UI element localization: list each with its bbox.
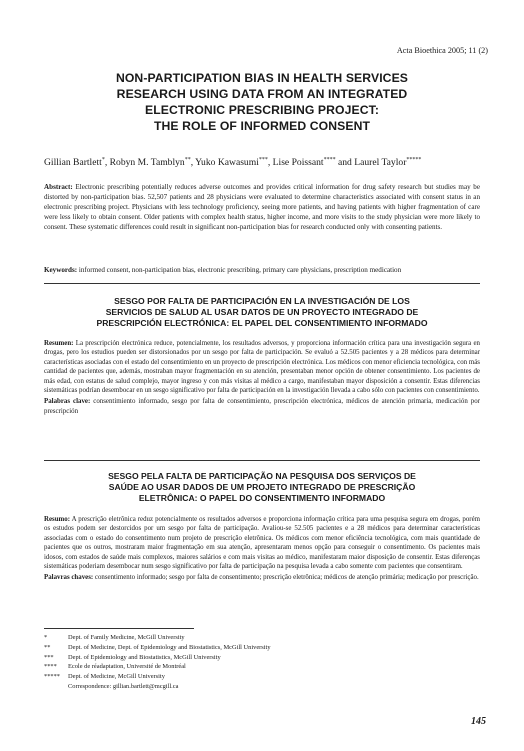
footnote-mark: ****: [44, 663, 57, 671]
title-line: SERVICIOS DE SALUD AL USAR DATOS DE UN PROYECTO INTEGRADO DE: [105, 307, 419, 318]
keywords-paragraph: [44, 397, 480, 416]
author-affiliation-mark: *****: [406, 157, 422, 163]
title-line: ELECTRONIC PRESCRIBING PROJECT:: [144, 103, 379, 117]
footnote-mark: **: [44, 643, 51, 651]
title-line: PRESCRIPCIÓN ELECTRÓNICA: EL PAPEL DEL CONSENTIMIENTO INFORMADO: [96, 318, 428, 329]
author-list: [44, 157, 494, 168]
author-name: and Laurel Taylor: [335, 157, 407, 169]
footnote-mark: *: [44, 634, 48, 641]
author-name: , Yuko Kawasumi: [190, 157, 259, 169]
keywords-text: consentimento informado; sesgo por falta de consentimento; prescrição eletrônica; médicos de atenção primária; medicação por prescrição.: [93, 574, 479, 582]
journal-citation: Acta Bioethica 2005; 11 (2): [396, 46, 488, 55]
keywords-text: consentimiento informado, sesgo por falta de consentimiento, prescripción electrónica, médicos de atención primaria, medicación por prescripción: [44, 398, 480, 415]
title-line: NON-PARTICIPATION BIAS IN HEALTH SERVICES: [115, 71, 409, 85]
abstract-paragraph: [44, 515, 480, 571]
footnote: [44, 682, 480, 692]
footnote: [44, 633, 480, 643]
keywords-label: Keywords:: [44, 266, 78, 274]
spanish-title: [50, 296, 474, 330]
keywords-text: informed consent, non-participation bias, electronic prescribing, primary care physicians, prescription medication: [77, 266, 402, 274]
abstract-paragraph: [44, 339, 480, 395]
abstract-spanish: [44, 339, 480, 416]
footnote-text: Dept. of Medicine, Dept. of Epidemiology and Biostatistics, McGill University: [68, 643, 271, 651]
author-name: , Lise Poissant: [267, 157, 324, 169]
author-affiliation-mark: ***: [258, 157, 268, 163]
section-divider: [44, 460, 480, 461]
footnote-divider: [44, 628, 194, 629]
title-line: THE ROLE OF INFORMED CONSENT: [153, 119, 371, 133]
article-title: [50, 70, 474, 134]
footnote-mark: *****: [44, 673, 60, 681]
footnote-text: Dept. of Family Medicine, McGill University: [68, 634, 185, 641]
section-divider: [44, 283, 480, 284]
title-line: SESGO PELA FALTA DE PARTICIPAÇÃO NA PESQUISA DOS SERVIÇOS DE: [108, 471, 416, 481]
title-line: SAÚDE AO USAR DADOS DE UM PROJETO INTEGRADO DE PRESCRIÇÃO: [108, 482, 416, 493]
abstract-label: Resumo:: [44, 516, 71, 523]
footnote-text: Ecole de réadaptation, Université de Montréal: [68, 663, 186, 671]
author-affiliation-mark: **: [184, 157, 191, 163]
keywords-label: Palavras chaves:: [44, 574, 94, 582]
abstract-text: Electronic prescribing potentially reduces adverse outcomes and provides critical information for drug safety research but studies may be distorted by non-participation bias. 52,507 patients and 28 physicians were evaluated to determine characteristics associated with consent status in an electronic prescribing project. Physicians with less technology proficiency, seeing more patients, and having patients with higher fragmentation of care were less likely to obtain consent. Older patients with complex health status, higher income, and more visits to the study physician were more likely to consent. These systematic differences could result in significant non-participation bias for research conducted only with consenting patients.: [44, 183, 480, 231]
footnotes: [44, 633, 480, 692]
footnote: [44, 672, 480, 682]
abstract-label: Resumen:: [44, 340, 74, 347]
portuguese-title: [50, 471, 474, 505]
footnote: [44, 662, 480, 672]
keywords-english: [44, 266, 480, 276]
footnote-text: Dept. of Medicine, McGill University: [68, 673, 165, 681]
page-number: 145: [471, 716, 486, 727]
abstract-label: Abstract:: [44, 183, 73, 191]
footnote: [44, 653, 480, 663]
abstract-english: [44, 183, 480, 233]
footnote-mark: [44, 682, 68, 692]
title-line: ELETRÔNICA: O PAPEL DO CONSENTIMENTO INFORMADO: [138, 493, 386, 504]
title-line: RESEARCH USING DATA FROM AN INTEGRATED: [116, 87, 408, 101]
title-line: SESGO POR FALTA DE PARTICIPACIÓN EN LA INVESTIGACIÓN DE LOS: [114, 296, 410, 306]
keywords-paragraph: [44, 573, 480, 582]
author-name: , Robyn M. Tamblyn: [104, 157, 185, 169]
abstract-text: La prescripción electrónica reduce, potencialmente, los resultados adversos, y proporciona información crítica para una investigación segura en drogas, pero los estudios pueden ser distorsionados por un sesgo por falta de participación. Se evaluó a 52.505 pacientes y a 28 médicos para determinar características asociadas con el estado del consentimiento en un proyecto de prescripción electrónica. Los médicos con menor eficiencia tecnológica, con más cantidad de pacientes que, además, mostraban mayor fragmentación en su atención, presentaban menor opción de obtener consentimiento. Los pacientes de más edad, con estatus de salud complejo, mayor ingreso y con más visitas al médico a cargo, manifestaban mayor disposición a consentir. Estas diferencias sistemáticas podrían desembocar en un sesgo significativo por falta de participación en la investigación llevada a cabo sólo con pacientes con consentimiento.: [44, 340, 480, 395]
footnote-mark: ***: [44, 653, 54, 661]
footnote-text: Dept. of Epidemiology and Biostatistics, McGill University: [68, 653, 221, 661]
correspondence-email: Correspondence: gillian.bartlett@mcgill.ca: [68, 682, 179, 690]
keywords-label: Palabras clave:: [44, 398, 91, 406]
author-affiliation-mark: *: [101, 157, 105, 163]
footnote: [44, 643, 480, 653]
author-affiliation-mark: ****: [323, 157, 336, 163]
author-name: Gillian Bartlett: [44, 157, 102, 169]
abstract-text: A prescrição eletrônica reduz potencialmente os resultados adversos e proporciona informação crítica para uma pesquisa segura em drogas, porém os estudos podem ser destorcidos por um sesgo por falta de participação. Avaliou-se 52.505 pacientes e a 28 médicos para determinar características associadas com o estado do consentimento num projeto de prescrição eletrônica. Os médicos com menor eficiência tecnológica, com mais quantidade de pacientes que os outros, mostraram maior fragmentação em sua atenção, apresentaram menos opção para conseguir o consentimento. Os pacientes mais idosos, com estados de saúde mais complexos, maiores salários e com mais visitas ao médico, manifestaram maior disposição de consentir. Estas diferenças sistemáticas poderiam desembocar num sesgo significativo por falta de participação na pesquisa levada a cabo somente com pacientes que consentiram.: [44, 516, 480, 571]
abstract-portuguese: [44, 515, 480, 583]
